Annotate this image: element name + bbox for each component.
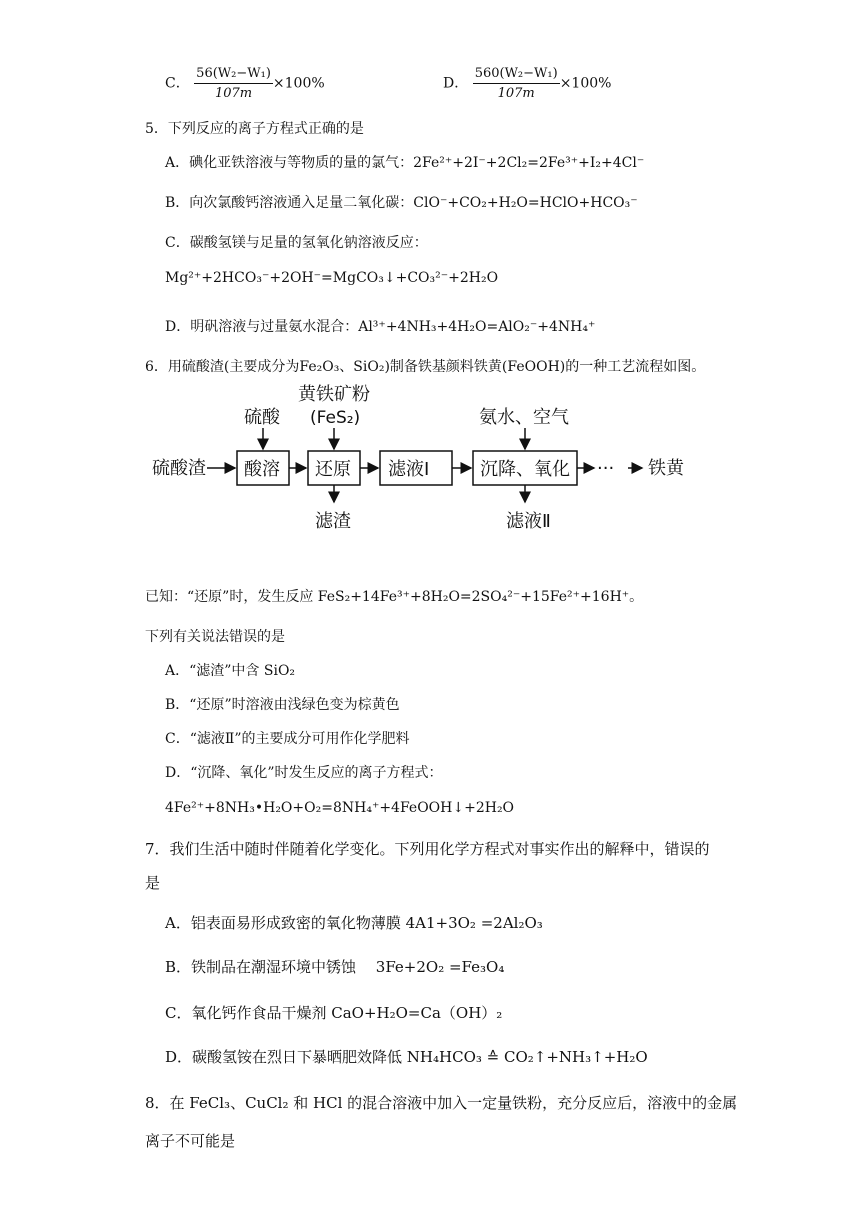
- q6-option-d-equation: 4Fe²⁺+8NH₃•H₂O+O₂=8NH₄⁺+4FeOOH↓+2H₂O: [165, 800, 515, 816]
- q7-stem-line2: 是: [145, 874, 161, 892]
- flow-input-pyrite-formula: (FeS₂): [310, 408, 361, 428]
- fraction: [194, 66, 273, 101]
- option-letter: D．: [443, 75, 469, 92]
- q6-stem: 6．用硫酸渣(主要成分为Fe₂O₃、SiO₂)制备铁基颜料铁黄(FeOOH)的一种工艺流程如图。: [145, 359, 706, 375]
- flow-box-settle-oxidize-label: 沉降、氧化: [480, 459, 570, 480]
- option-letter: C．: [165, 75, 190, 92]
- q4-option-d: [443, 66, 611, 101]
- q6-ask: 下列有关说法错误的是: [145, 629, 285, 645]
- percent-tail: ×100%: [559, 75, 612, 92]
- flow-input-ammonia-air: 氨水、空气: [479, 407, 569, 428]
- q5-option-c-equation: Mg²⁺+2HCO₃⁻+2OH⁻=MgCO₃↓+CO₃²⁻+2H₂O: [165, 270, 499, 286]
- q7-option-d: D．碳酸氢铵在烈日下暴晒肥效降低 NH₄HCO₃ ≙ CO₂↑+NH₃↑+H₂O: [165, 1048, 648, 1066]
- q7-option-b: B．铁制品在潮湿环境中锈蚀 3Fe+2O₂ =Fe₃O₄: [165, 958, 505, 976]
- q8-stem-line1: 8．在 FeCl₃、CuCl₂ 和 HCl 的混合溶液中加入一定量铁粉，充分反应后，溶液中的金属: [145, 1094, 738, 1112]
- q5-option-a: A．碘化亚铁溶液与等物质的量的氯气：2Fe²⁺+2I⁻+2Cl₂=2Fe³⁺+I₂+4Cl⁻: [165, 155, 645, 171]
- q5-stem: 5．下列反应的离子方程式正确的是: [145, 121, 364, 137]
- q7-option-c: C．氧化钙作食品干燥剂 CaO+H₂O=Ca（OH）₂: [165, 1004, 503, 1022]
- q8-stem-line2: 离子不可能是: [145, 1132, 236, 1150]
- flow-end-label: 铁黄: [648, 458, 684, 479]
- q7-stem-line1: 7．我们生活中随时伴随着化学变化。下列用化学方程式对事实作出的解释中，错误的: [145, 840, 710, 858]
- q4-option-c: [165, 66, 325, 101]
- q5-option-c: C．碳酸氢镁与足量的氢氧化钠溶液反应：: [165, 235, 428, 251]
- q6-option-c: C．“滤液Ⅱ”的主要成分可用作化学肥料: [165, 731, 410, 747]
- percent-tail: ×100%: [272, 75, 325, 92]
- q6-option-d: D．“沉降、氧化”时发生反应的离子方程式：: [165, 765, 443, 781]
- fraction-denominator: 107m: [214, 86, 253, 101]
- fraction-numerator: 560(W₂−W₁): [473, 66, 560, 84]
- q5-option-b: B．向次氯酸钙溶液通入足量二氧化碳：ClO⁻+CO₂+H₂O=HClO+HCO₃⁻: [165, 195, 638, 211]
- fraction: [473, 66, 560, 101]
- q5-option-d: D．明矾溶液与过量氨水混合：Al³⁺+4NH₃+4H₂O=AlO₂⁻+4NH₄⁺: [165, 319, 596, 335]
- flow-start-label: 硫酸渣: [152, 458, 206, 479]
- flow-output-residue: 滤渣: [315, 511, 351, 532]
- flow-input-sulfuric-acid: 硫酸: [244, 407, 280, 428]
- q7-option-a: A．铝表面易形成致密的氧化物薄膜 4A1+3O₂ =2Al₂O₃: [165, 914, 543, 932]
- flow-output-filtrate-2: 滤液Ⅱ: [506, 511, 551, 532]
- process-flow-diagram: [140, 378, 740, 538]
- q6-option-b: B．“还原”时溶液由浅绿色变为棕黄色: [165, 697, 400, 713]
- flow-box-reduction-label: 还原: [315, 459, 351, 480]
- fraction-numerator: 56(W₂−W₁): [194, 66, 273, 84]
- fraction-denominator: 107m: [497, 86, 535, 101]
- flow-box-filtrate-1-label: 滤液Ⅰ: [388, 459, 430, 480]
- flow-ellipsis: ···: [597, 458, 615, 479]
- q6-option-a: A．“滤渣”中含 SiO₂: [165, 663, 296, 679]
- flow-input-pyrite-label: 黄铁矿粉: [298, 384, 370, 405]
- flow-box-acid-dissolve-label: 酸溶: [244, 459, 280, 480]
- q6-known: 已知：“还原”时，发生反应 FeS₂+14Fe³⁺+8H₂O=2SO₄²⁻+15Fe²⁺+16H⁺。: [145, 589, 644, 605]
